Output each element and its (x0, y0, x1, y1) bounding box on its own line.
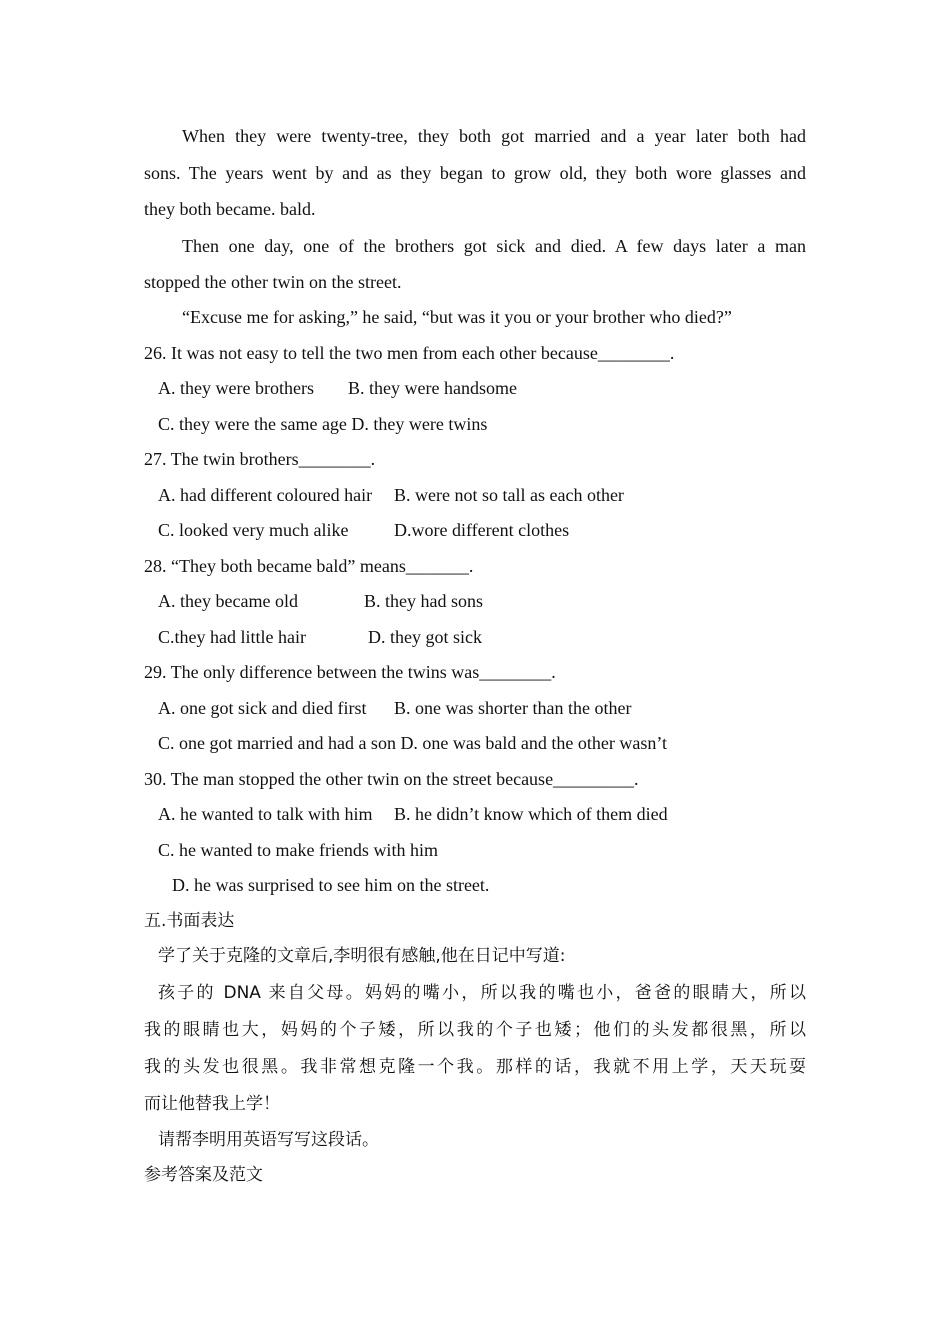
writing-body-line-3: 我的头发也很黑。我非常想克隆一个我。那样的话，我就不用上学，天天玩耍 (144, 1056, 806, 1077)
question-26-option-c: C. they were the same age (158, 413, 347, 434)
question-26-option-b: B. they were handsome (348, 378, 517, 398)
question-30-option-d: D. he was surprised to see him on the street. (172, 875, 490, 895)
passage-paragraph-2-line-2: stopped the other twin on the street. (144, 271, 402, 292)
question-27-options-ab (144, 478, 806, 514)
question-30-option-c: C. he wanted to make friends with him (158, 839, 438, 860)
question-30-option-b: B. he didn’t know which of them died (394, 804, 668, 824)
question-30-option-a: A. he wanted to talk with him (158, 804, 373, 824)
question-28-option-a: A. they became old (158, 591, 298, 611)
question-29-stem: 29. The only difference between the twins was________. (144, 662, 556, 682)
question-27-option-d: D.wore different clothes (394, 520, 570, 540)
writing-section-heading: 五.书面表达 (144, 910, 235, 931)
question-28-options-cd (144, 620, 806, 656)
answers-heading: 参考答案及范文 (144, 1165, 263, 1185)
question-30-stem: 30. The man stopped the other twin on the street because_________. (144, 768, 639, 789)
question-27-option-a: A. had different coloured hair (158, 484, 373, 505)
question-28-stem: 28. “They both became bald” means_______. (144, 555, 474, 576)
writing-body-line-4: 而让他替我上学！ (144, 1093, 280, 1114)
question-29-options-cd (144, 726, 806, 762)
question-29-option-d: D. one was bald and the other wasn’t (400, 733, 668, 753)
question-29-option-a: A. one got sick and died first (158, 697, 367, 718)
question-28-options-ab (144, 584, 806, 620)
question-28-option-b: B. they had sons (364, 591, 483, 611)
question-27-stem: 27. The twin brothers________. (144, 449, 376, 469)
passage-paragraph-3: “Excuse me for asking,” he said, “but was it you or your brother who died?” (182, 307, 732, 327)
writing-body-line-2: 我的眼睛也大，妈妈的个子矮，所以我的个子也矮；他们的头发都很黑，所以 (144, 1019, 806, 1040)
question-28-option-c: C.they had little hair (158, 626, 306, 647)
passage-paragraph-1-line-3: they both became. bald. (144, 199, 316, 219)
passage-paragraph-1-line-2: sons. The years went by and as they began to grow old, they both wore glasses and (144, 163, 806, 183)
question-27-options-cd (144, 513, 806, 549)
writing-intro: 学了关于克隆的文章后,李明很有感触,他在日记中写道: (158, 946, 566, 966)
passage-paragraph-1-line-1: When they were twenty-tree, they both got married and a year later both had (182, 126, 806, 146)
question-26-options-cd (144, 407, 806, 443)
question-30-options-ab (144, 797, 806, 833)
question-29-option-c: C. one got married and had a son (158, 733, 396, 753)
writing-task: 请帮李明用英语写写这段话。 (158, 1129, 379, 1150)
question-27-option-c: C. looked very much alike (158, 520, 349, 540)
passage-paragraph-2-line-1: Then one day, one of the brothers got sick and died. A few days later a man (182, 235, 806, 256)
question-28-option-d: D. they got sick (368, 626, 482, 647)
question-26-option-a: A. they were brothers (158, 378, 314, 398)
question-26-stem: 26. It was not easy to tell the two men from each other because________. (144, 342, 675, 363)
question-29-option-b: B. one was shorter than the other (394, 697, 632, 718)
question-29-options-ab (144, 691, 806, 727)
question-26-options-ab (144, 371, 806, 407)
document-content (144, 118, 806, 1194)
writing-body-line-1: 孩子的 DNA 来自父母。妈妈的嘴小，所以我的嘴也小，爸爸的眼睛大，所以 (158, 982, 806, 1003)
question-26-option-d: D. they were twins (351, 413, 488, 434)
question-27-option-b: B. were not so tall as each other (394, 484, 624, 505)
